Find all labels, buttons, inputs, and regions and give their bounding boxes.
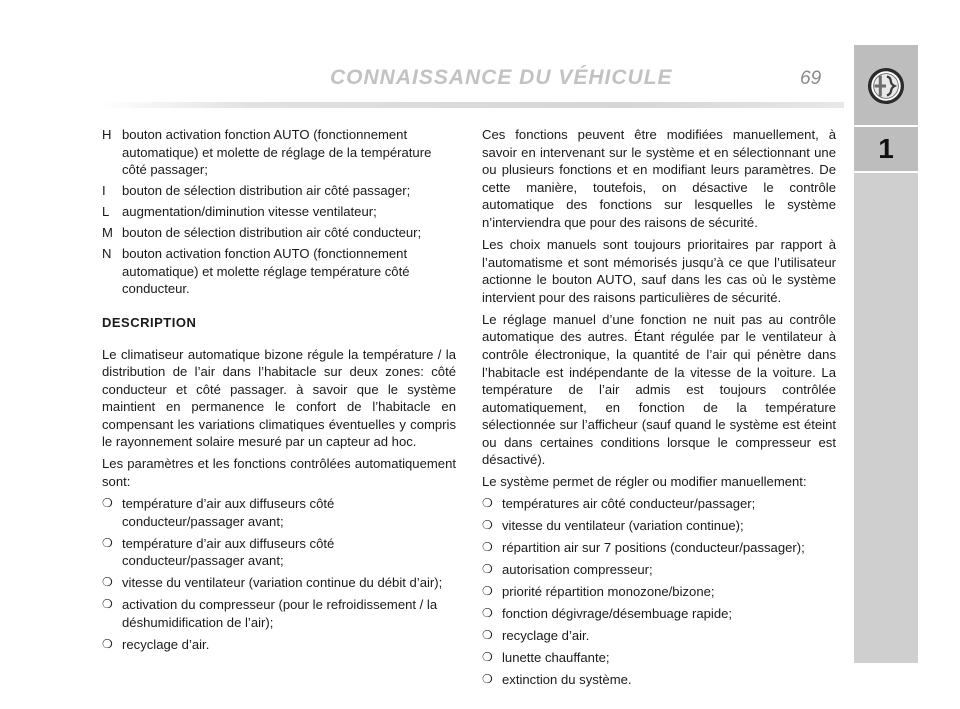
letter-item: [102, 224, 456, 242]
circle-bullet-icon: ❍: [102, 496, 113, 511]
list-item-text: recyclage d’air.: [122, 636, 210, 652]
circle-bullet-icon: ❍: [482, 628, 493, 643]
bullet-list: [102, 495, 456, 653]
letter-text: bouton activation fonction AUTO (fonctionnement automatique) et molette de réglage de la température côté passager;: [122, 127, 432, 178]
circle-bullet-icon: ❍: [102, 535, 113, 550]
list-item-text: répartition air sur 7 positions (conducteur/passager);: [502, 540, 805, 556]
circle-bullet-icon: ❍: [482, 606, 493, 621]
circle-bullet-icon: ❍: [482, 518, 493, 533]
running-header-title: CONNAISSANCE DU VÉHICULE: [330, 66, 673, 89]
left-column: [102, 126, 456, 658]
list-item-text: température d’air aux diffuseurs côté conducteur/passager avant;: [122, 496, 335, 529]
chapter-side-tab: [854, 45, 918, 663]
paragraph: Le système permet de régler ou modifier manuellement:: [482, 474, 807, 490]
list-item-text: lunette chauffante;: [502, 650, 610, 666]
list-item: [482, 539, 836, 557]
circle-bullet-icon: ❍: [102, 575, 113, 590]
letter-text: augmentation/diminution vitesse ventilateur;: [122, 204, 377, 220]
letter-item-list: [102, 126, 456, 298]
chapter-box: [854, 127, 918, 173]
circle-bullet-icon: ❍: [482, 562, 493, 577]
list-item: [102, 535, 456, 570]
header-rule: [100, 102, 844, 108]
list-item: [102, 596, 456, 631]
circle-bullet-icon: ❍: [482, 540, 493, 555]
letter-text: bouton de sélection distribution air côté passager;: [122, 183, 411, 199]
circle-bullet-icon: ❍: [482, 496, 493, 511]
list-item: [482, 605, 836, 623]
list-item-text: extinction du système.: [502, 672, 632, 688]
list-item: [482, 649, 836, 667]
letter-key: L: [102, 204, 110, 220]
circle-bullet-icon: ❍: [482, 650, 493, 665]
letter-key: I: [102, 183, 106, 199]
letter-key: N: [102, 246, 112, 262]
paragraph: Le réglage manuel d’une fonction ne nuit pas au contrôle automatique des autres. Étant régulée par le ventilateur à contrôle électronique, la quantité de l’air qui pénètre dans l’habitacle est indépendante de la vitesse de la voiture. La température de l’air admis est toujours contrôlée automatiquement, en fonction de la température sélectionnée sur l’afficheur (sauf quand le système est éteint ou dans certaines conditions lorsque le compresseur est désactivé).: [482, 311, 836, 468]
list-item-text: priorité répartition monozone/bizone;: [502, 584, 715, 600]
list-item: [482, 561, 836, 579]
paragraph: Les paramètres et les fonctions contrôlées automatiquement sont:: [102, 456, 456, 490]
letter-item: [102, 182, 456, 200]
letter-item: [102, 126, 456, 179]
list-item-text: activation du compresseur (pour le refroidissement / la déshumidification de l’air);: [122, 597, 438, 630]
logo-box: [854, 45, 918, 127]
letter-key: H: [102, 127, 112, 142]
paragraph: Le climatiseur automatique bizone régule la température / la distribution de l’air dans l’habitacle sur deux zones: côté conducteur et côté passager. à savoir que le système maintient en permanence le confort de l’habitacle en compensant les variations climatiques éventuelles y compris le rayonnement solaire mesuré par un capteur ad hoc.: [102, 346, 456, 450]
list-item: [102, 636, 456, 654]
circle-bullet-icon: ❍: [482, 584, 493, 599]
list-item: [102, 574, 456, 592]
list-item-text: température d’air aux diffuseurs côté conducteur/passager avant;: [122, 535, 335, 569]
alfa-romeo-badge-icon: [867, 67, 905, 105]
chapter-number: 1: [878, 133, 894, 164]
list-item: [482, 517, 836, 535]
letter-item: [102, 245, 456, 298]
circle-bullet-icon: ❍: [102, 597, 113, 612]
paragraph: Les choix manuels sont toujours prioritaires par rapport à l’automatisme et sont mémorisés jusqu’à ce que l’utilisateur actionne le bouton AUTO, sauf dans les cas où le système intervient pour des raisons particulières de sécurité.: [482, 236, 836, 305]
list-item-text: vitesse du ventilateur (variation continue);: [502, 518, 744, 534]
list-item-text: températures air côté conducteur/passager;: [502, 496, 756, 512]
list-item: [482, 583, 836, 601]
list-item-text: vitesse du ventilateur (variation continue du débit d’air);: [122, 575, 443, 591]
letter-text: bouton de sélection distribution air côté conducteur;: [122, 225, 422, 241]
bullet-list: [482, 495, 836, 688]
circle-bullet-icon: ❍: [102, 636, 113, 651]
page-number: 69: [800, 68, 822, 89]
letter-item: [102, 203, 456, 221]
right-column: [482, 126, 836, 693]
list-item: [102, 495, 456, 530]
list-item: [482, 671, 836, 689]
list-item-text: recyclage d’air.: [502, 628, 590, 644]
list-item: [482, 495, 836, 513]
list-item-text: fonction dégivrage/désembuage rapide;: [502, 606, 733, 622]
paragraph: Ces fonctions peuvent être modifiées manuellement, à savoir en intervenant sur le système et en sélectionnant une ou plusieurs fonctions et en modifiant leurs paramètres. De cette manière, toutefois, on désactive le contrôle automatique des fonctions sur lesquelles le système n’interviendra que pour des raisons de sécurité.: [482, 127, 836, 230]
section-heading: DESCRIPTION: [102, 314, 197, 330]
letter-text: bouton activation fonction AUTO (fonctionnement automatique) et molette réglage température côté conducteur.: [122, 246, 410, 297]
circle-bullet-icon: ❍: [482, 672, 493, 687]
letter-key: M: [102, 225, 113, 241]
list-item: [482, 627, 836, 645]
list-item-text: autorisation compresseur;: [502, 562, 653, 578]
